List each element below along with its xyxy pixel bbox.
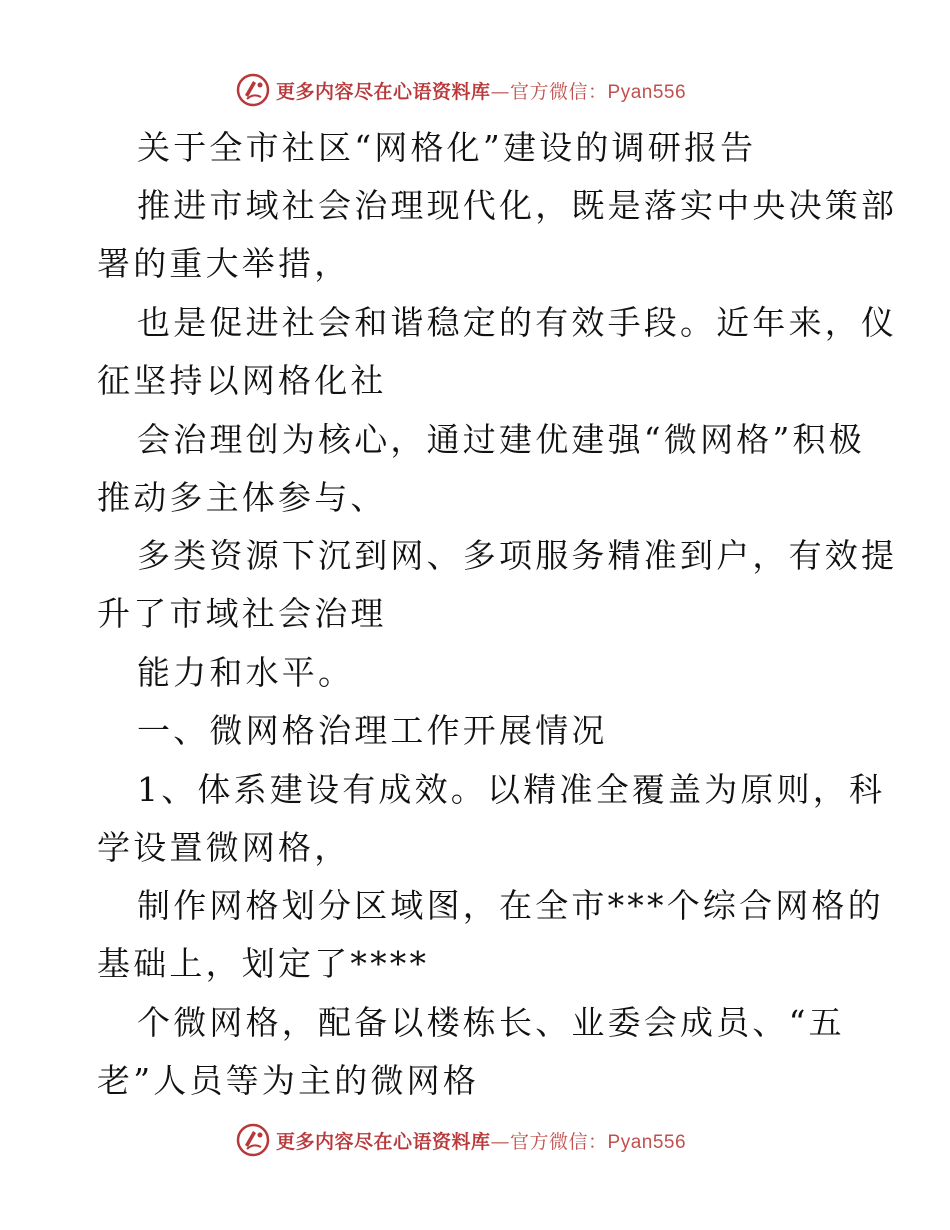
watermark-separator: — (490, 1130, 511, 1153)
watermark-wechat-label: 官方微信： (510, 1130, 608, 1153)
document-title: 关于全市社区“网格化”建设的调研报告 (137, 128, 757, 167)
text-line: 征坚持以网格化社 (97, 361, 387, 400)
book-pen-logo-icon (236, 1123, 270, 1157)
text-line: 个微网格，配备以楼栋长、业委会成员、“五 (137, 1003, 845, 1042)
text-line: 多类资源下沉到网、多项服务精准到户，有效提 (137, 536, 898, 575)
watermark-text (276, 1127, 686, 1154)
text-line: 也是促进社会和谐稳定的有效手段。近年来，仪 (137, 303, 898, 342)
text-line: 署的重大举措， (97, 244, 351, 283)
text-line: 升了市域社会治理 (97, 594, 387, 633)
watermark-wechat-label: 官方微信： (510, 80, 608, 103)
watermark-wechat-id: Pyan556 (607, 81, 687, 103)
text-line: 推动多主体参与、 (97, 478, 387, 517)
text-line: 能力和水平。 (137, 653, 355, 692)
watermark-main: 更多内容尽在心语资料库 (276, 1130, 491, 1153)
text-line: 制作网格划分区域图，在全市***个综合网格的 (137, 886, 884, 925)
text-line: 老”人员等为主的微网格 (97, 1061, 480, 1100)
book-pen-logo-icon (236, 73, 270, 107)
watermark-separator: — (490, 80, 511, 103)
text-line: 推进市域社会治理现代化，既是落实中央决策部 (137, 186, 898, 225)
watermark-text (276, 77, 686, 104)
section-heading: 一、微网格治理工作开展情况 (137, 711, 608, 750)
text-line: 1、体系建设有成效。以精准全覆盖为原则，科 (137, 770, 886, 809)
watermark-header (236, 72, 686, 108)
watermark-main: 更多内容尽在心语资料库 (276, 80, 491, 103)
text-line: 学设置微网格， (97, 828, 351, 867)
text-line: 基础上，划定了**** (97, 944, 430, 983)
text-line: 会治理创为核心，通过建优建强“微网格”积极 (137, 420, 865, 459)
watermark-wechat-id: Pyan556 (607, 1131, 687, 1153)
watermark-footer (236, 1122, 686, 1158)
